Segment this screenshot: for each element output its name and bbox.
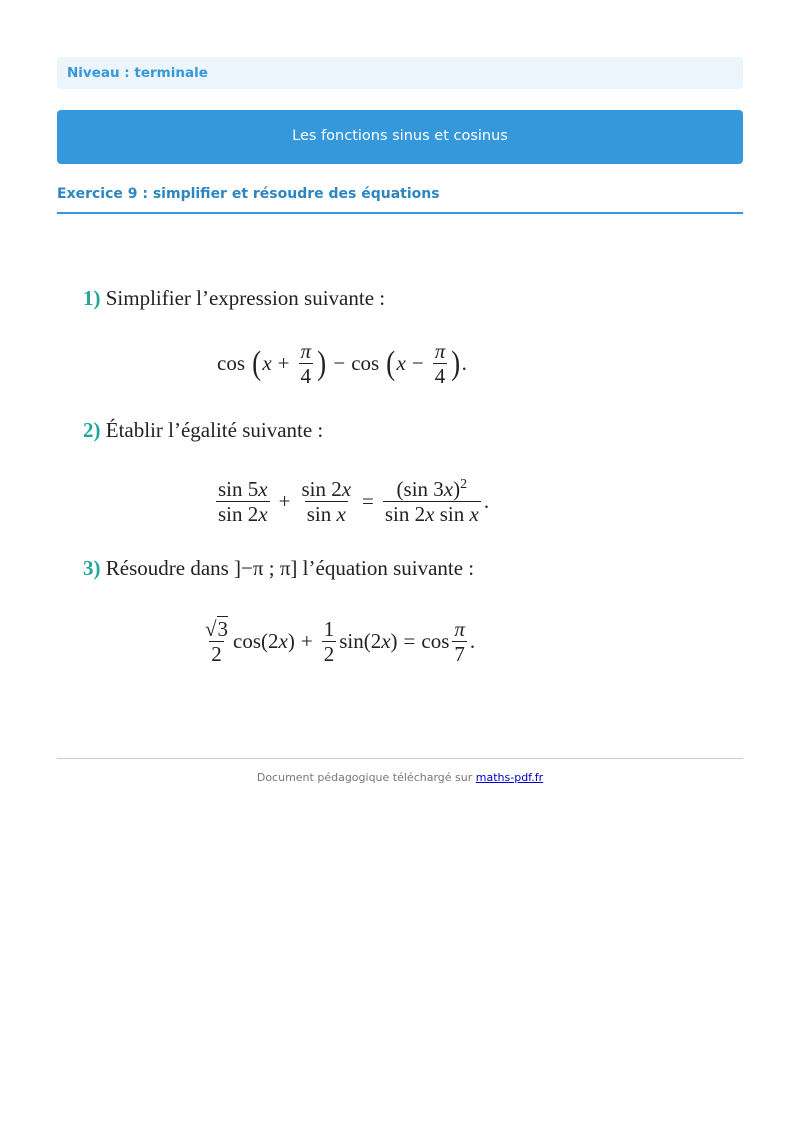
level-banner: [57, 57, 743, 89]
question-1-text: Simplifier l’expression suivante :: [105, 286, 386, 310]
level-label: Niveau : terminale: [67, 65, 208, 81]
question-3-text: Résoudre dans ]−π ; π] l’équation suivante :: [105, 556, 475, 580]
question-2-text: Établir l’égalité suivante :: [105, 418, 324, 442]
equation-2: $\frac{\sin 5x}{\sin 2x}$ + $\frac{\sin 2x}{\text{sin x}}$ = $\frac{(\sin 3x)^2}{\text{sin 2x sin x}}$ .: [218, 477, 490, 527]
footer-divider: [57, 758, 743, 759]
chapter-banner: [57, 110, 743, 164]
equation-3: $\frac{√3}{2}$ cos(2x) + $\frac{1}{2}$ sin(2x) = cos $\frac{\pi}{7}$ .: [205, 617, 476, 667]
question-1-number: 1): [83, 286, 101, 310]
footer-text: Document pédagogique téléchargé sur: [256, 771, 473, 784]
footer-link[interactable]: maths-pdf.fr: [475, 771, 544, 784]
question-1: [83, 286, 385, 311]
exercise-divider: [57, 212, 743, 214]
equation-1: cos ( x + $\frac{\pi}{4}$ ) − cos ( x − $\frac{\pi}{4}$ ) .: [217, 339, 467, 389]
exercise-title: Exercice 9 : simplifier et résoudre des équations: [57, 186, 440, 202]
question-3-number: 3): [83, 556, 101, 580]
question-2: [83, 418, 323, 443]
question-2-number: 2): [83, 418, 101, 442]
chapter-title: Les fonctions sinus et cosinus: [292, 128, 508, 144]
footer: [0, 771, 800, 784]
question-3: [83, 556, 474, 581]
